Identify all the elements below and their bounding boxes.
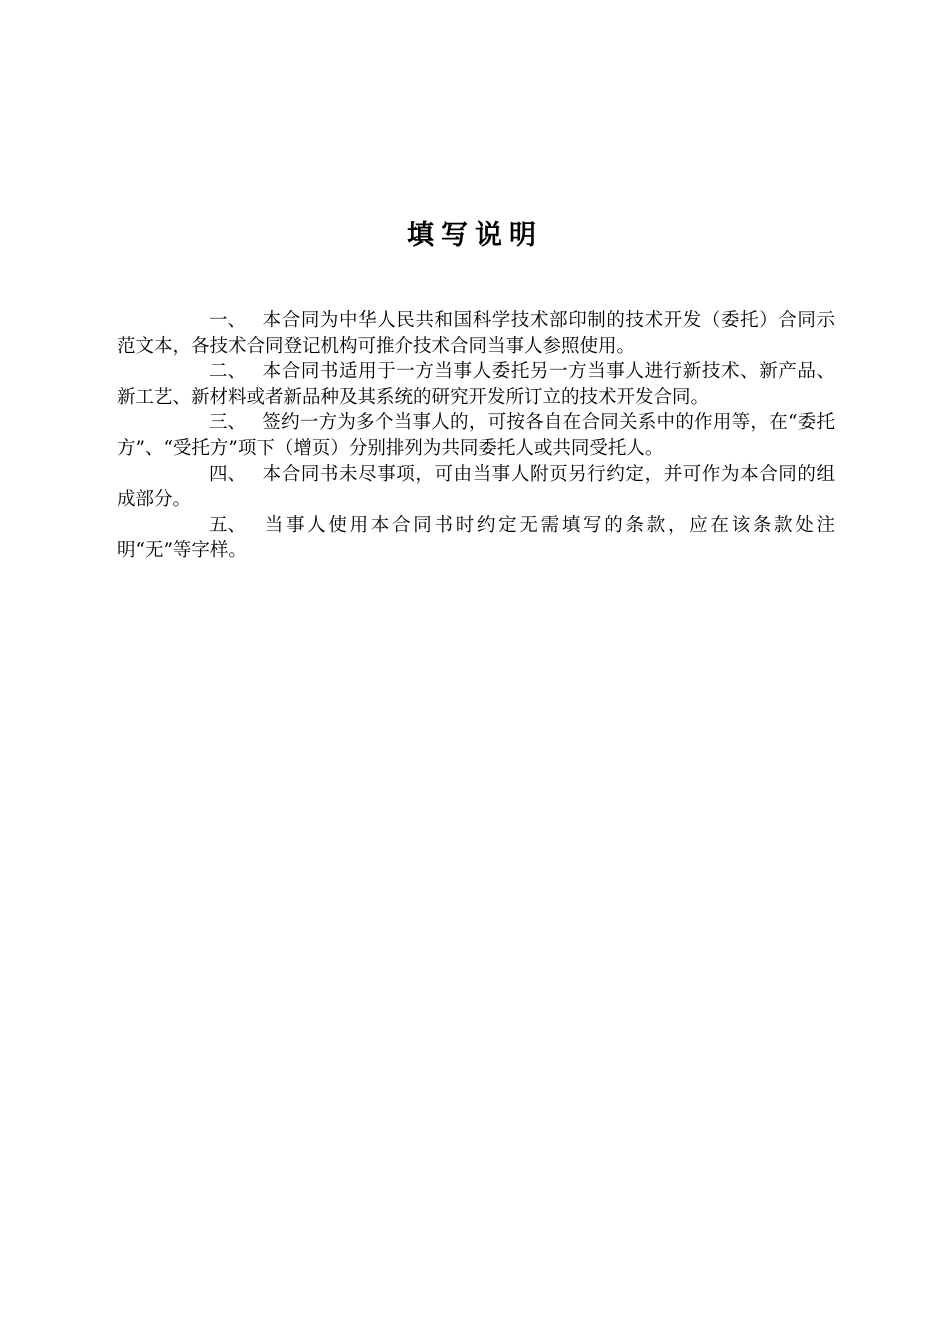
item-number: 三、	[209, 412, 247, 434]
item-text: 本合同书未尽事项，可由当事人附页另行约定，并可作为本合同的组成部分。	[117, 463, 835, 511]
instruction-item-2	[117, 359, 835, 410]
instructions-body	[117, 308, 835, 564]
item-number: 一、	[209, 310, 247, 331]
item-number: 二、	[209, 361, 247, 383]
instruction-item-1	[117, 308, 835, 359]
item-text: 本合同为中华人民共和国科学技术部印制的技术开发（委托）合同示范文本，各技术合同登记机构可推介技术合同当事人参照使用。	[117, 310, 835, 357]
instruction-item-5	[117, 513, 835, 564]
item-text: 本合同书适用于一方当事人委托另一方当事人进行新技术、新产品、新工艺、新材料或者新品种及其系统的研究开发所订立的技术开发合同。	[117, 361, 835, 408]
item-number: 五、	[209, 514, 247, 536]
instruction-item-4	[117, 462, 835, 513]
page-title: 填写说明	[407, 220, 543, 251]
item-text: 签约一方为多个当事人的，可按各自在合同关系中的作用等，在“委托方”、“受托方”项下（增页）分别排列为共同委托人或共同受托人。	[117, 412, 835, 459]
instruction-item-3	[117, 410, 835, 461]
item-text: 当事人使用本合同书时约定无需填写的条款，应在该条款处注明“无”等字样。	[117, 514, 835, 562]
item-number: 四、	[209, 463, 247, 485]
